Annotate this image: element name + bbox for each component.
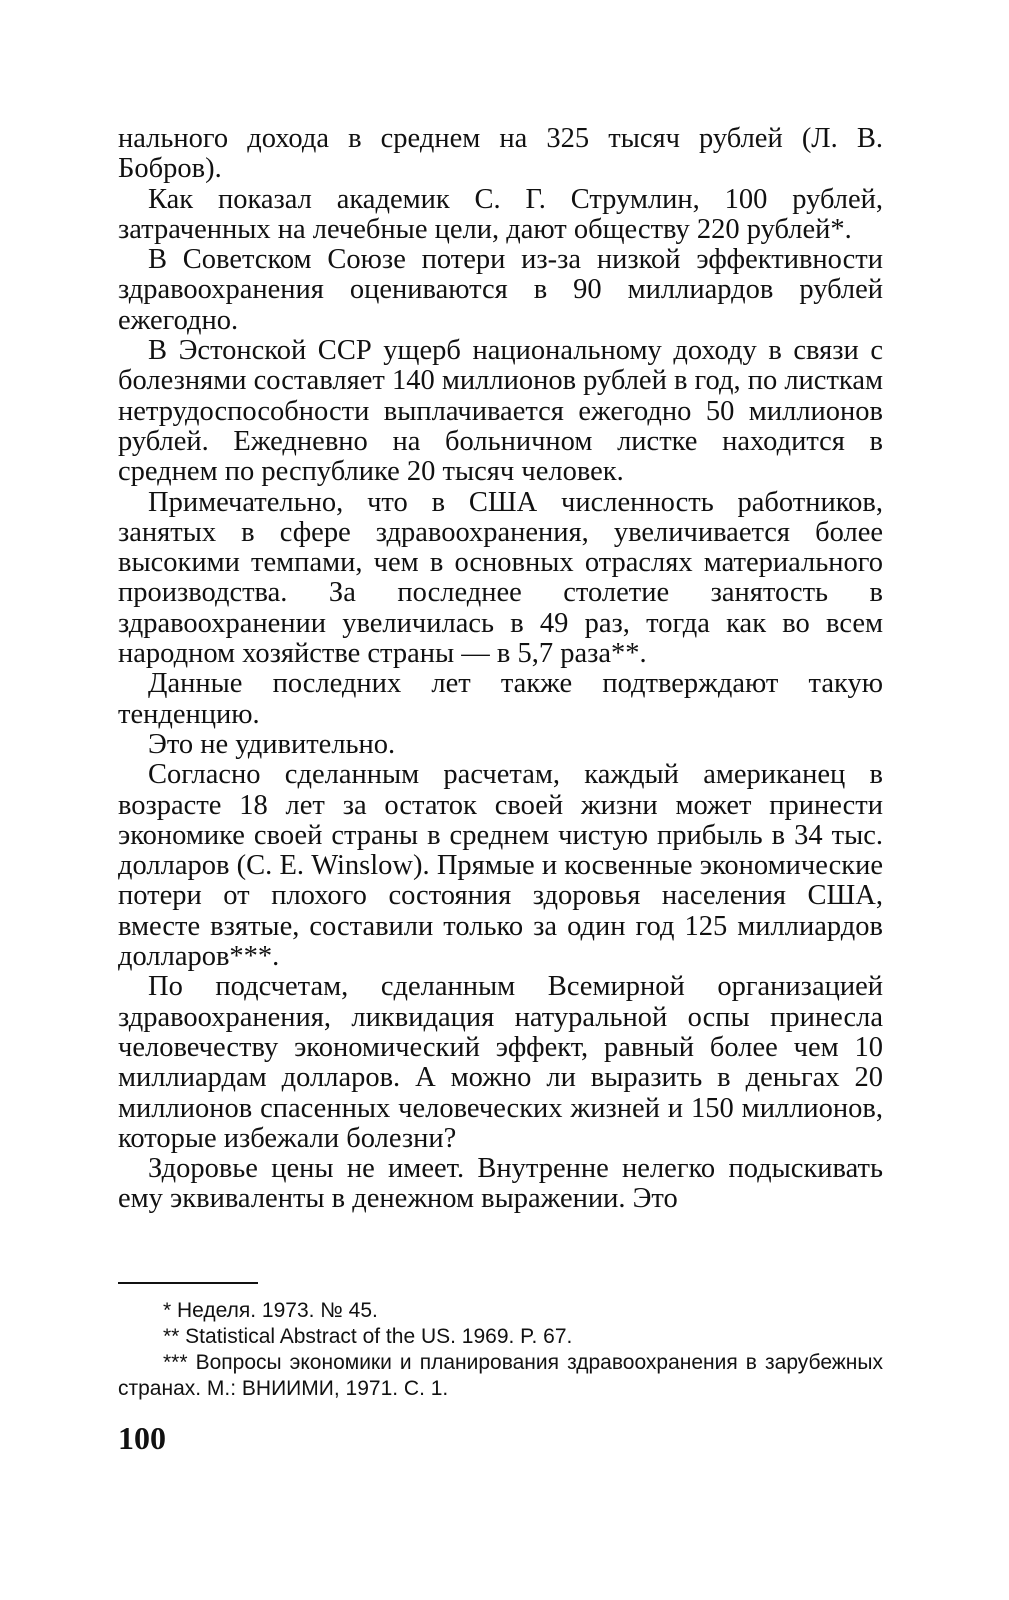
paragraph-usa-workers: Примечательно, что в США численность работников, занятых в сфере здравоохранения, увеличивается более высокими темпами, чем в основных отраслях материального производства. За последнее столетие занятость в здравоохранении увеличилась в 49 раз, тогда как во всем народном хозяйстве страны — в 5,7 раза**. [118, 486, 883, 670]
footnote-2: ** Statistical Abstract of the US. 1969. P. 67. [163, 1325, 573, 1348]
footnote-3: *** Вопросы экономики и планирования здравоохранения в зарубежных странах. М.: ВНИИМИ, 1971. С. 1. [118, 1351, 883, 1400]
footnotes [118, 1298, 883, 1402]
paragraph-health-priceless: Здоровье цены не имеет. Внутренне нелегко подыскивать ему эквиваленты в денежном выражении. Это [118, 1153, 883, 1215]
paragraph-estonian-ssr: В Эстонской ССР ущерб национальному доходу в связи с болезнями составляет 140 миллионов рублей в год, по листкам нетрудоспособности выплачивается ежегодно 50 миллионов рублей. Ежедневно на больничном листке находится в среднем по республике 20 тысяч человек. [118, 335, 884, 488]
footnote-separator [118, 1282, 258, 1284]
footnote-1: * Неделя. 1973. № 45. [163, 1299, 378, 1322]
paragraph-soviet-losses: В Советском Союзе потери из-за низкой эффективности здравоохранения оцениваются в 90 миллиардов рублей ежегодно. [118, 244, 883, 336]
paragraph-american-calculation: Согласно сделанным расчетам, каждый американец в возрасте 18 лет за остаток своей жизни может принести экономике своей страны в среднем чистую прибыль в 34 тыс. долларов (С. Е. Winslow). Прямые и косвенные экономические потери от плохого состояния здоровья населения США, вместе взятые, составили только за один год 125 миллиардов долларов***. [118, 759, 883, 973]
paragraph-not-surprising: Это не удивительно. [148, 728, 396, 760]
paragraph-strumilin: Как показал академик С. Г. Струмлин, 100 рублей, затраченных на лечебные цели, дают обществу 220 рублей*. [118, 183, 883, 245]
paragraph-who-smallpox: По подсчетам, сделанным Всемирной организацией здравоохранения, ликвидация натуральной оспы принесла человечеству экономический эффект, равный более чем 10 миллиардам долларов. А можно ли выразить в деньгах 20 миллионов спасенных человеческих жизней и 150 миллионов, которые избежали болезни? [118, 971, 883, 1154]
paragraph-continuation: нального дохода в среднем на 325 тысяч рублей (Л. В. Бобров). [118, 123, 883, 185]
paragraph-recent-data: Данные последних лет также подтверждают такую тенденцию. [118, 668, 883, 730]
page-number: 100 [118, 1420, 166, 1456]
main-text [118, 124, 883, 1215]
